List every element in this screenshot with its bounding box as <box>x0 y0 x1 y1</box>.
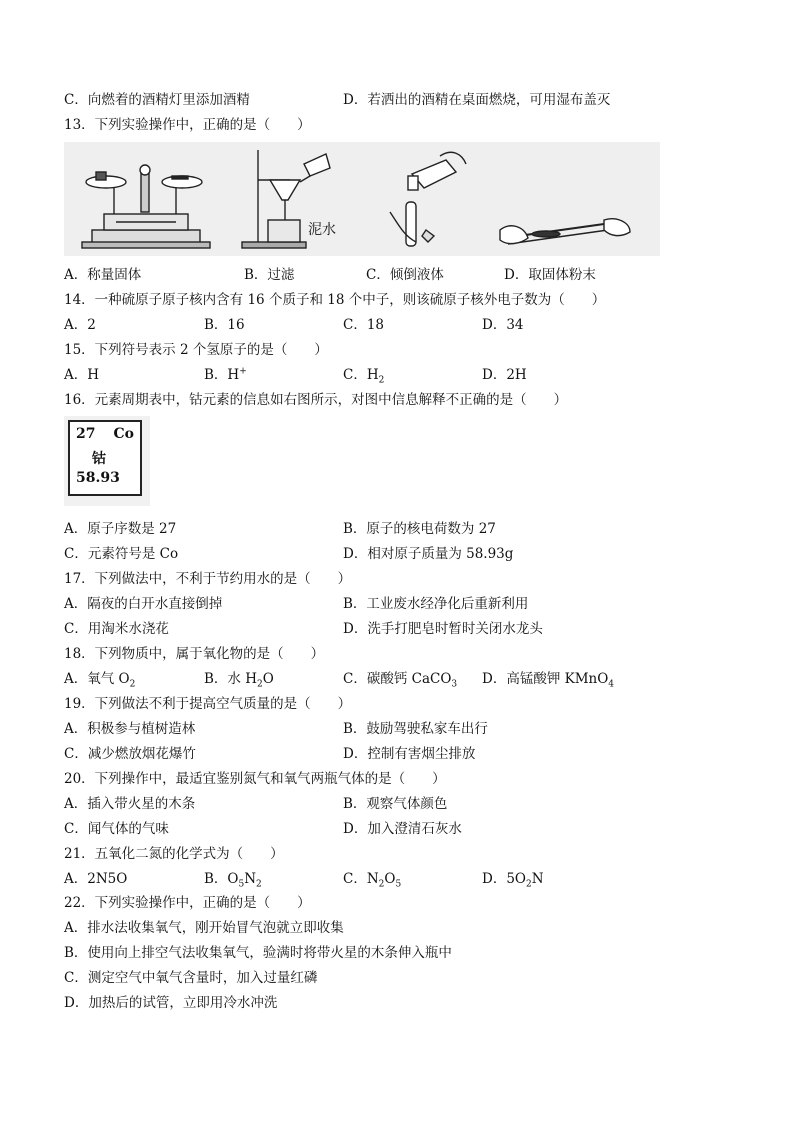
q18-option-b: B．水 $H_2O$ <box>204 671 274 690</box>
q13-stem: 13．下列实验操作中，正确的是（ ） <box>64 117 311 133</box>
element-symbol: Co <box>113 426 134 442</box>
q18-option-c: C．碳酸钙 CaCO$_3$ <box>343 671 458 690</box>
q16-option-d: D．相对原子质量为 58.93g <box>343 546 514 562</box>
q17-option-a: A．隔夜的白开水直接倒掉 <box>64 596 223 612</box>
q19-option-c: C．减少燃放烟花爆竹 <box>64 746 196 762</box>
q16-option-a: A．原子序数是 27 <box>64 521 177 537</box>
q13-option-c: C．倾倒液体 <box>366 267 444 283</box>
q14-stem: 14．一种硫原子原子核内含有 16 个质子和 18 个中子，则该硫原子核外电子数为（ ） <box>64 292 606 308</box>
q16-option-c: C．元素符号是 Co <box>64 546 179 562</box>
cobalt-element-cell <box>64 416 150 506</box>
q19-stem: 19．下列做法不利于提高空气质量的是（ ） <box>64 696 352 712</box>
element-name: 钴 <box>92 451 106 467</box>
q20-option-a: A．插入带火星的木条 <box>64 796 196 812</box>
q22-option-c: C．测定空气中氧气含量时，加入过量红磷 <box>64 970 318 986</box>
q20-option-d: D．加入澄清石灰水 <box>343 821 462 837</box>
q18-option-d: D．高锰酸钾 KMnO$_4$ <box>482 671 615 690</box>
q13-option-a: A．称量固体 <box>64 267 142 283</box>
pouring-liquid-icon <box>390 152 466 246</box>
q13-figure <box>64 142 660 256</box>
q15-option-a: A．H <box>64 367 100 383</box>
element-cell-frame <box>68 420 142 496</box>
q17-option-c: C．用淘米水浇花 <box>64 621 169 637</box>
q20-option-b: B．观察气体颜色 <box>343 796 448 812</box>
q22-stem: 22．下列实验操作中，正确的是（ ） <box>64 895 311 911</box>
q14-option-c: C．18 <box>343 317 385 333</box>
atomic-mass: 58.93 <box>76 470 120 486</box>
q13-option-d: D．取固体粉末 <box>504 267 596 283</box>
q22-option-d: D．加热后的试管，立即用冷水冲洗 <box>64 995 278 1011</box>
q12-option-d: D．若洒出的酒精在桌面燃烧，可用湿布盖灭 <box>343 92 611 108</box>
lab-operations-illustration <box>64 142 660 256</box>
q17-option-b: B．工业废水经净化后重新利用 <box>343 596 529 612</box>
q14-option-d: D．34 <box>482 317 524 333</box>
q13-figure-label: 泥水 <box>308 222 336 238</box>
q12-option-c: C．向燃着的酒精灯里添加酒精 <box>64 92 250 108</box>
q21-option-a: A．2N5O <box>64 871 128 887</box>
q20-option-c: C．闻气体的气味 <box>64 821 169 837</box>
q17-stem: 17．下列做法中，不利于节约用水的是（ ） <box>64 571 352 587</box>
q19-option-b: B．鼓励驾驶私家车出行 <box>343 721 488 737</box>
q21-option-c: C．$N_2O_5$ <box>343 871 402 890</box>
q16-stem: 16．元素周期表中，钴元素的信息如右图所示，对图中信息解释不正确的是（ ） <box>64 392 568 408</box>
q16-option-b: B．原子的核电荷数为 27 <box>343 521 496 537</box>
q15-option-d: D．2H <box>482 367 527 383</box>
q15-option-c: C．$H_2$ <box>343 367 385 386</box>
q18-option-a: A．氧气 $O_2$ <box>64 671 136 690</box>
atomic-number: 27 <box>76 426 96 442</box>
q18-stem: 18．下列物质中，属于氧化物的是（ ） <box>64 646 325 662</box>
q19-option-a: A．积极参与植树造林 <box>64 721 196 737</box>
q17-option-d: D．洗手打肥皂时暂时关闭水龙头 <box>343 621 543 637</box>
q21-option-d: D．$5O_2N$ <box>482 871 544 890</box>
q13-option-b: B．过滤 <box>244 267 295 283</box>
q19-option-d: D．控制有害烟尘排放 <box>343 746 476 762</box>
q15-option-b: B．H+ <box>204 366 247 383</box>
balance-icon <box>82 165 210 248</box>
q14-option-a: A．2 <box>64 317 96 333</box>
q20-stem: 20．下列操作中，最适宜鉴别氮气和氧气两瓶气体的是（ ） <box>64 771 446 787</box>
q14-option-b: B．16 <box>204 317 245 333</box>
taking-powder-icon <box>500 219 630 244</box>
q22-option-b: B．使用向上排空气法收集氧气，验满时将带火星的木条伸入瓶中 <box>64 945 452 961</box>
q21-stem: 21．五氧化二氮的化学式为（ ） <box>64 846 284 862</box>
q15-stem: 15．下列符号表示 2 个氢原子的是（ ） <box>64 342 328 358</box>
q21-option-b: B．$O_5N_2$ <box>204 871 262 890</box>
q22-option-a: A．排水法收集氧气，刚开始冒气泡就立即收集 <box>64 920 344 936</box>
